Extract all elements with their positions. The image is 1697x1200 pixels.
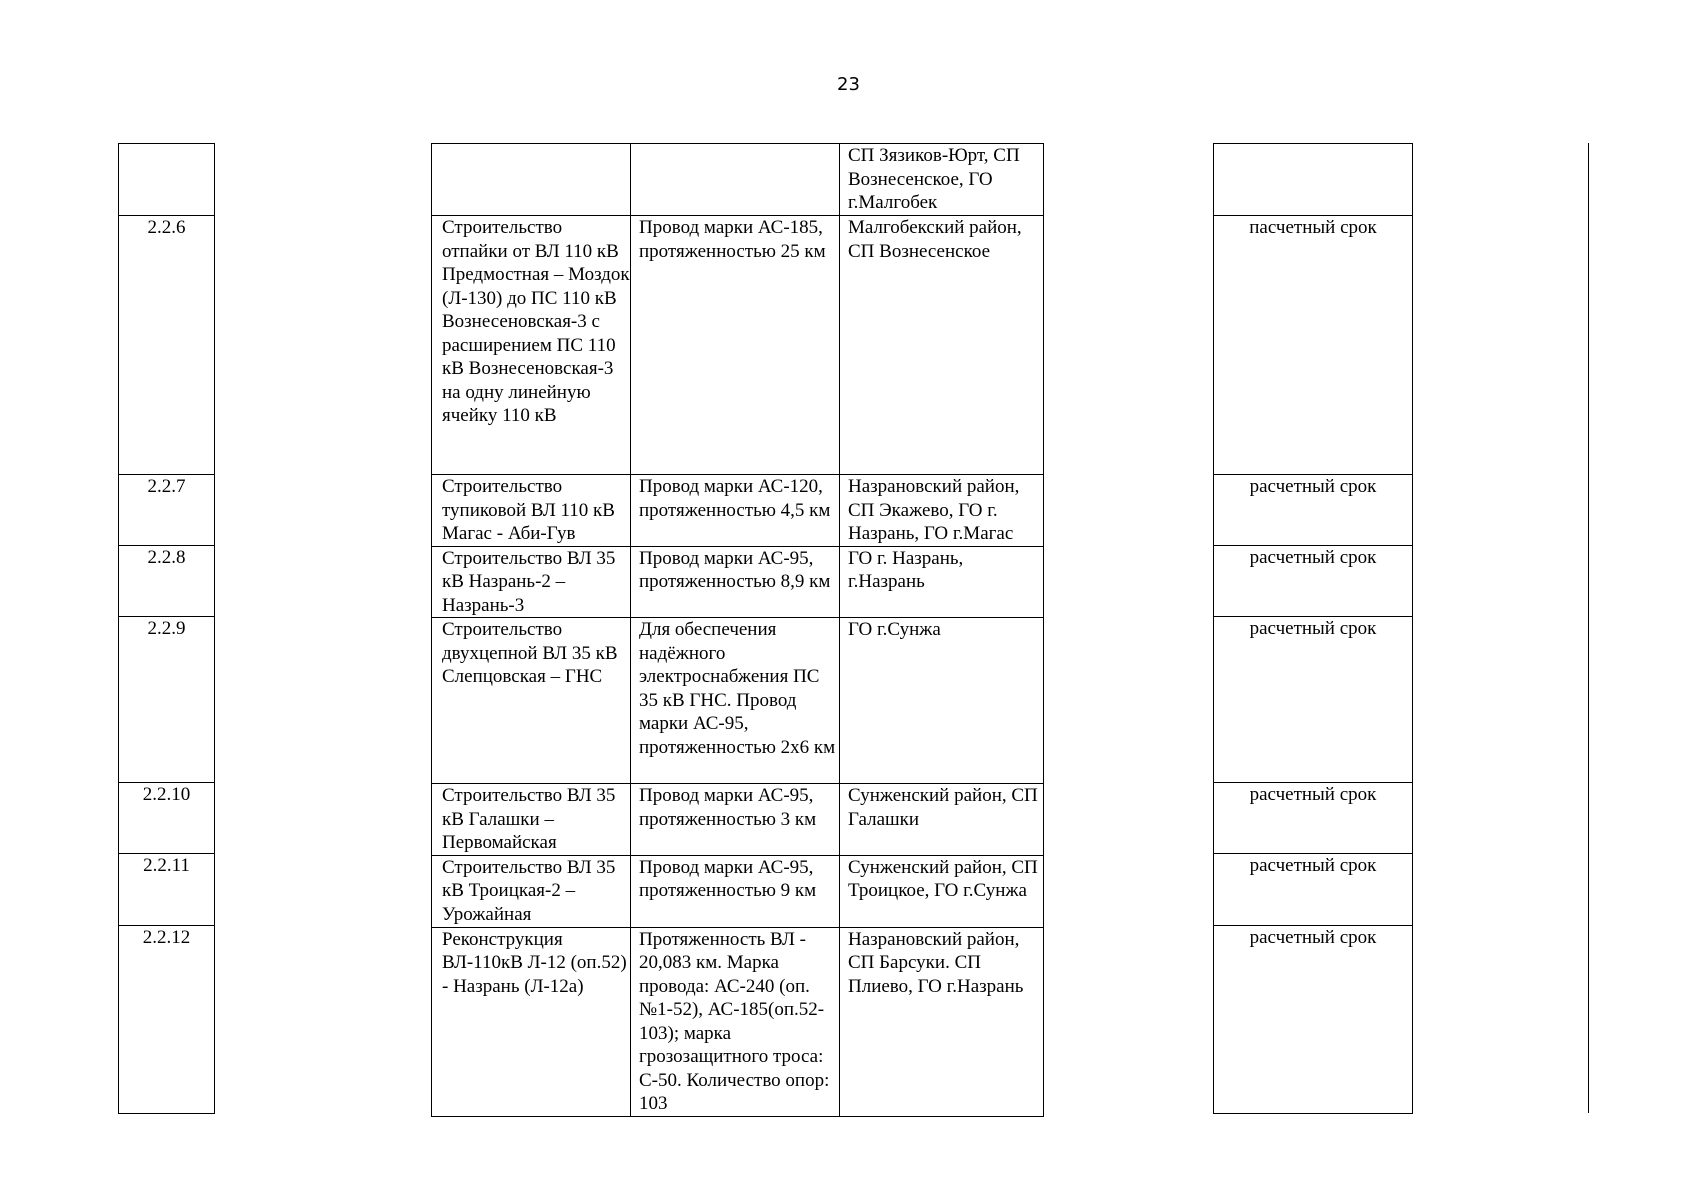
implementation-term: расчетный срок [1214,546,1413,617]
row-number [119,144,215,216]
object-name: Строительство ВЛ 35 кВ Троицкая-2 – Урожайная [432,855,631,927]
object-location: Сунженский район, СП Галашки [840,784,1044,856]
implementation-term: расчетный срок [1214,475,1413,546]
table-number-column [118,143,215,1114]
object-specification: Провод марки АС-95, протяженностью 9 км [631,855,840,927]
implementation-term: пасчетный срок [1214,216,1413,475]
row-number: 2.2.8 [119,546,215,617]
table-term-column [1213,143,1413,1114]
table-right-border [1588,143,1589,1113]
object-name: Строительство ВЛ 35 кВ Назрань-2 – Назрань-3 [432,546,631,618]
object-specification [631,144,840,216]
implementation-term: расчетный срок [1214,854,1413,926]
object-name: Строительство двухцепной ВЛ 35 кВ Слепцовская – ГНС [432,618,631,784]
table-main-columns [431,143,1044,1117]
row-number: 2.2.11 [119,854,215,926]
implementation-term: расчетный срок [1214,617,1413,783]
object-location: Назрановский район, СП Барсуки. СП Плиево, ГО г.Назрань [840,927,1044,1116]
page-number: 23 [837,74,860,95]
object-specification: Провод марки АС-185, протяженностью 25 км [631,216,840,475]
object-name: Строительство отпайки от ВЛ 110 кВ Предмостная – Моздок (Л-130) до ПС 110 кВ Вознесеновская-3 с расширением ПС 110 кВ Вознесеновская-3 на одну линейную ячейку 110 кВ [432,216,631,475]
implementation-term [1214,144,1413,216]
implementation-term: расчетный срок [1214,926,1413,1114]
object-location: ГО г. Назрань, г.Назрань [840,546,1044,618]
object-specification: Протяженность ВЛ - 20,083 км. Марка провода: АС-240 (оп. №1-52), АС-185(оп.52-103); марка грозозащитного троса: С-50. Количество опор: 103 [631,927,840,1116]
row-number: 2.2.10 [119,783,215,854]
implementation-term: расчетный срок [1214,783,1413,854]
row-number: 2.2.7 [119,475,215,546]
object-location: ГО г.Сунжа [840,618,1044,784]
object-name: Строительство тупиковой ВЛ 110 кВ Магас - Аби-Гув [432,475,631,547]
object-specification: Для обеспечения надёжного электроснабжения ПС 35 кВ ГНС. Провод марки АС-95, протяженностью 2х6 км [631,618,840,784]
row-number: 2.2.12 [119,926,215,1114]
object-specification: Провод марки АС-120, протяженностью 4,5 км [631,475,840,547]
object-location: Малгобекский район, СП Вознесенское [840,216,1044,475]
object-location: Назрановский район, СП Экажево, ГО г. Назрань, ГО г.Магас [840,475,1044,547]
object-location: СП Зязиков-Юрт, СП Вознесенское, ГО г.Малгобек [840,144,1044,216]
object-specification: Провод марки АС-95, протяженностью 3 км [631,784,840,856]
object-specification: Провод марки АС-95, протяженностью 8,9 км [631,546,840,618]
row-number: 2.2.9 [119,617,215,783]
object-name: Строительство ВЛ 35 кВ Галашки – Первомайская [432,784,631,856]
object-location: Сунженский район, СП Троицкое, ГО г.Сунжа [840,855,1044,927]
object-name: Реконструкция ВЛ-110кВ Л-12 (оп.52) - Назрань (Л-12а) [432,927,631,1116]
row-number: 2.2.6 [119,216,215,475]
object-name [432,144,631,216]
